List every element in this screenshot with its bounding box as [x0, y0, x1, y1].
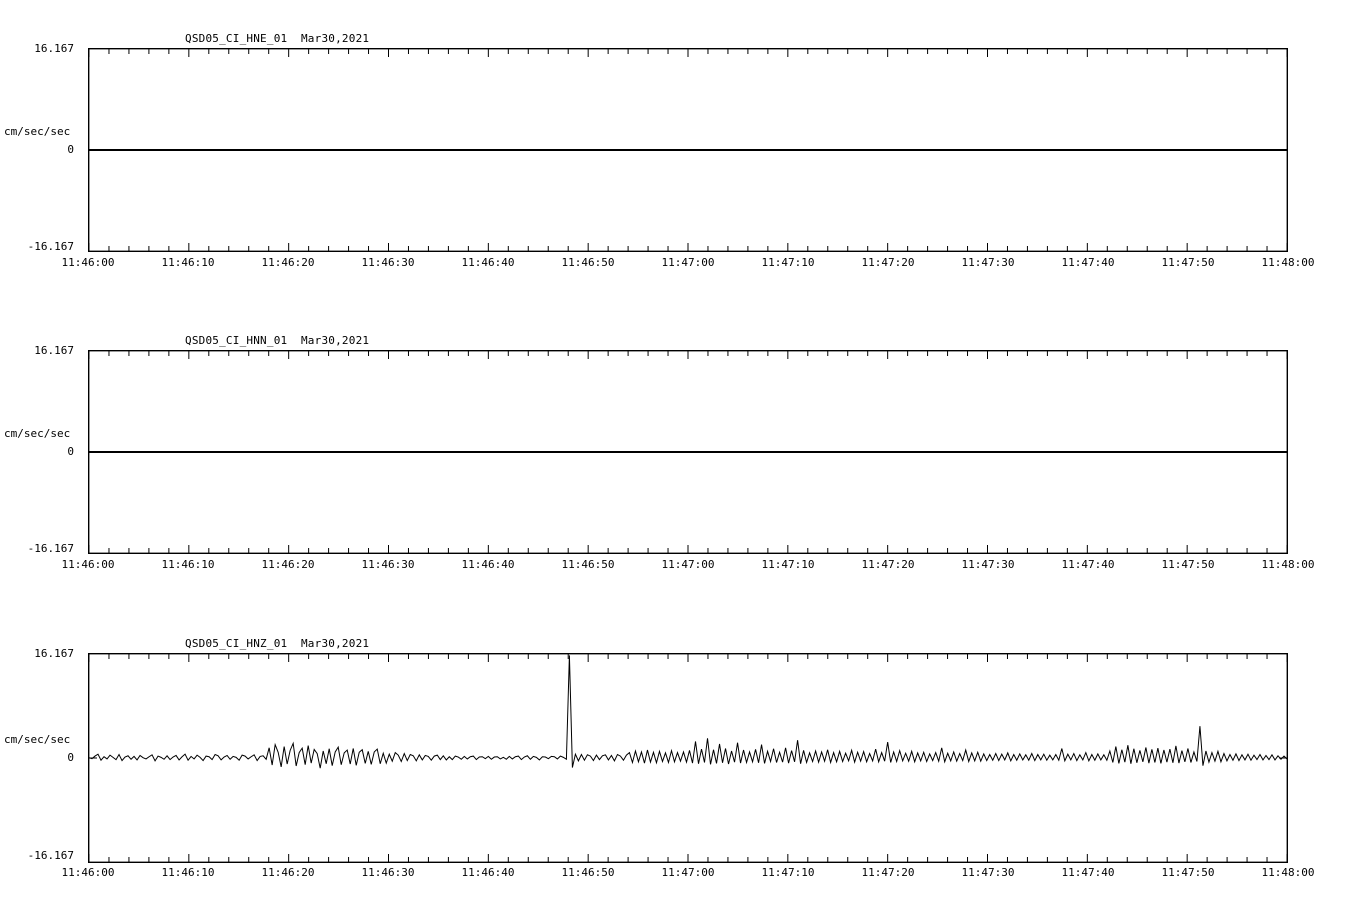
x-tick-label: 11:46:30: [361, 256, 415, 269]
panel-title: QSD05_CI_HNZ_01 Mar30,2021: [185, 637, 370, 650]
x-tick-label: 11:46:40: [461, 866, 515, 879]
x-tick-label: 11:46:50: [561, 866, 615, 879]
panel-title: QSD05_CI_HNN_01 Mar30,2021: [185, 334, 370, 347]
y-axis-min-label: -16.167: [27, 542, 74, 555]
x-tick-label: 11:47:50: [1161, 256, 1215, 269]
trace-svg-hnn: [88, 350, 1288, 554]
plot-area-hnz: [88, 653, 1288, 863]
x-tick-label: 11:47:30: [961, 256, 1015, 269]
x-tick-label: 11:46:00: [61, 866, 115, 879]
x-tick-label: 11:47:40: [1061, 866, 1115, 879]
x-tick-label: 11:47:20: [861, 866, 915, 879]
seismogram-panel-hnn: [0, 322, 1358, 592]
x-tick-label: 11:46:50: [561, 558, 615, 571]
y-axis-max-label: 16.167: [34, 42, 74, 55]
x-tick-label: 11:46:30: [361, 866, 415, 879]
y-axis-zero-label: 0: [67, 143, 74, 156]
plot-area-hne: [88, 48, 1288, 252]
trace-svg-hnz: [88, 653, 1288, 863]
x-tick-label: 11:46:20: [261, 866, 315, 879]
x-tick-label: 11:46:10: [161, 256, 215, 269]
x-tick-label: 11:46:20: [261, 256, 315, 269]
x-tick-label: 11:47:10: [761, 558, 815, 571]
y-axis-zero-label: 0: [67, 751, 74, 764]
x-tick-label: 11:47:10: [761, 866, 815, 879]
x-tick-label: 11:46:40: [461, 558, 515, 571]
x-tick-label: 11:46:30: [361, 558, 415, 571]
x-tick-label: 11:47:00: [661, 558, 715, 571]
panel-title: QSD05_CI_HNE_01 Mar30,2021: [185, 32, 370, 45]
x-tick-label: 11:48:00: [1261, 866, 1315, 879]
x-tick-label: 11:47:20: [861, 256, 915, 269]
y-axis-zero-label: 0: [67, 445, 74, 458]
y-axis-units-label: cm/sec/sec: [4, 733, 71, 746]
y-axis-units-label: cm/sec/sec: [4, 427, 71, 440]
x-tick-label: 11:47:00: [661, 866, 715, 879]
x-tick-label: 11:46:00: [61, 256, 115, 269]
x-tick-label: 11:46:10: [161, 558, 215, 571]
x-tick-label: 11:47:40: [1061, 558, 1115, 571]
x-tick-label: 11:46:00: [61, 558, 115, 571]
y-axis-min-label: -16.167: [27, 849, 74, 862]
y-axis-units-label: cm/sec/sec: [4, 125, 71, 138]
trace-svg-hne: [88, 48, 1288, 252]
x-tick-label: 11:46:40: [461, 256, 515, 269]
x-tick-label: 11:47:40: [1061, 256, 1115, 269]
y-axis-min-label: -16.167: [27, 240, 74, 253]
x-tick-label: 11:47:10: [761, 256, 815, 269]
y-axis-max-label: 16.167: [34, 647, 74, 660]
x-tick-label: 11:47:00: [661, 256, 715, 269]
x-tick-label: 11:46:10: [161, 866, 215, 879]
x-tick-label: 11:47:20: [861, 558, 915, 571]
x-tick-label: 11:47:30: [961, 866, 1015, 879]
x-tick-label: 11:47:30: [961, 558, 1015, 571]
x-tick-label: 11:46:50: [561, 256, 615, 269]
seismogram-panel-hne: [0, 20, 1358, 290]
x-tick-label: 11:48:00: [1261, 256, 1315, 269]
x-tick-label: 11:47:50: [1161, 558, 1215, 571]
x-tick-label: 11:47:50: [1161, 866, 1215, 879]
x-tick-label: 11:48:00: [1261, 558, 1315, 571]
y-axis-max-label: 16.167: [34, 344, 74, 357]
seismogram-panel-hnz: [0, 625, 1358, 900]
plot-area-hnn: [88, 350, 1288, 554]
x-tick-label: 11:46:20: [261, 558, 315, 571]
